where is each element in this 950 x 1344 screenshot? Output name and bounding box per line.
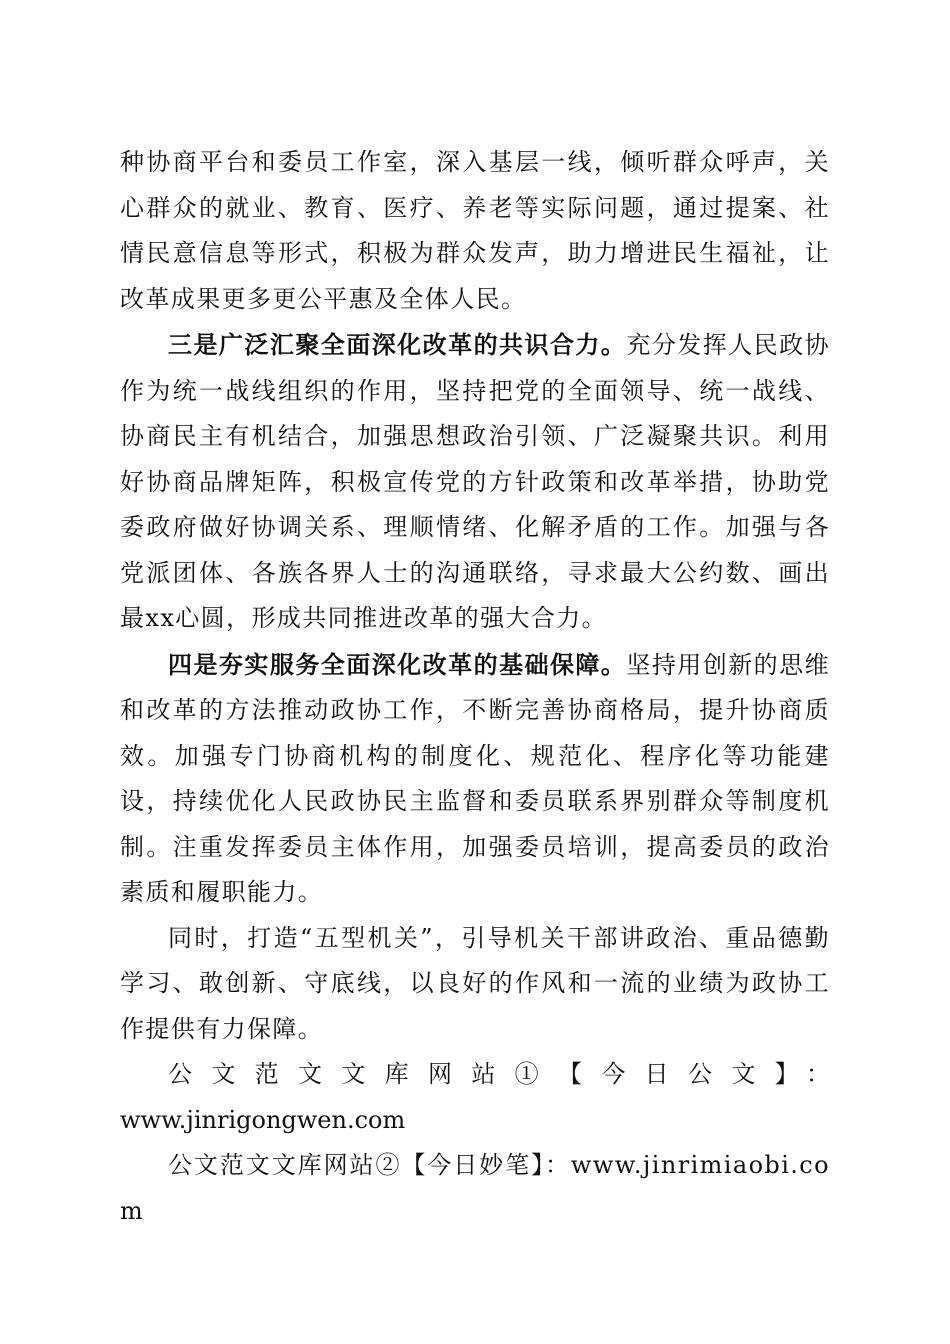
footer-link-1-url[interactable]: www.jinrigongwen.com [120,1105,406,1134]
footer-link-1-label: 公文范文文库网站①【今日公文】： [168,1060,830,1088]
footer-link-1[interactable] [120,1052,830,1143]
paragraph-2 [120,322,830,642]
paragraph-2-heading: 三是广泛汇聚全面深化改革的共识合力。 [168,330,627,359]
paragraph-4: 同时，打造“五型机关”，引导机关干部讲政治、重品德勤学习、敢创新、守底线，以良好的作风和一流的业绩为政协工作提供有力保障。 [120,923,830,1043]
footer-link-2[interactable] [120,1143,830,1234]
paragraph-3-heading: 四是夯实服务全面深化改革的基础保障。 [168,649,627,679]
paragraph-1: 种协商平台和委员工作室，深入基层一线，倾听群众呼声，关心群众的就业、教育、医疗、养老等实际问题，通过提案、社情民意信息等形式，积极为群众发声，助力增进民生福祉，让改革成果更多更公平惠及全体人民。 [120,148,830,313]
paragraph-3-body: 坚持用创新的思维和改革的方法推动政协工作，不断完善协商格局，提升协商质效。加强专门协商机构的制度化、规范化、程序化等功能建设，持续优化人民政协民主监督和委员联系界别群众等制度机制。注重发挥委员主体作用，加强委员培训，提高委员的政治素质和履职能力。 [120,650,831,906]
paragraph-2-body: 充分发挥人民政协作为统一战线组织的作用，坚持把党的全面领导、统一战线、协商民主有机结合，加强思想政治引领、广泛凝聚共识。利用好协商品牌矩阵，积极宣传党的方针政策和改革举措，协助党委政府做好协调关系、理顺情绪、化解矛盾的工作。加强与各党派团体、各族各界人士的沟通联络，寻求最大公约数、画出最xx心圆，形成共同推进改革的强大合力。 [120,331,831,632]
footer-link-2-url[interactable]: www.jinrimiaobi.com [120,1151,830,1225]
footer-link-2-label: 公文范文文库网站②【今日妙笔】： [168,1151,571,1179]
paragraph-3 [120,642,830,916]
